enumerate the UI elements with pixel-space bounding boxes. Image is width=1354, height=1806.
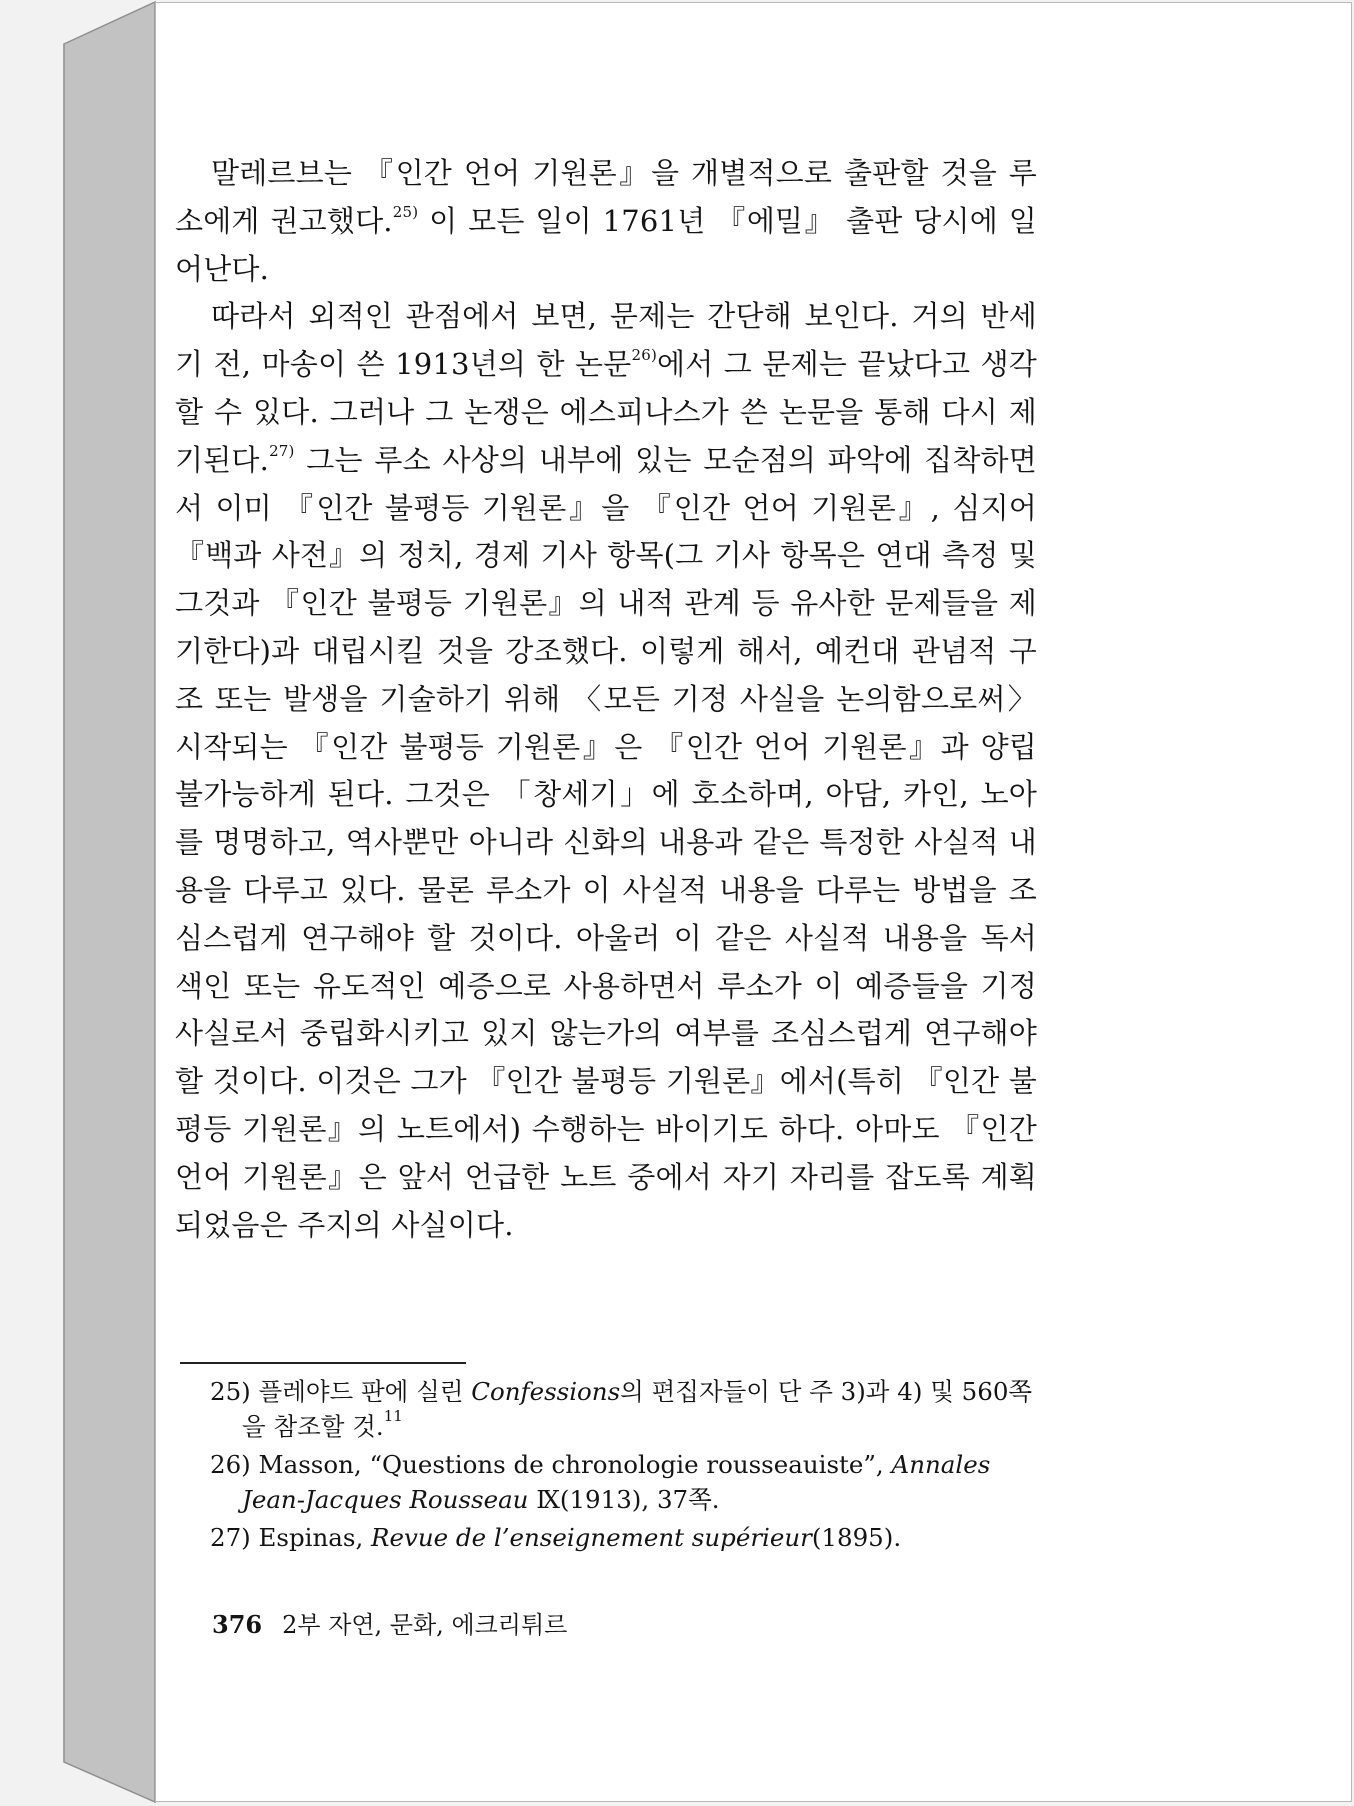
page-number: 376	[212, 1610, 263, 1639]
footnote-number: 27)	[210, 1523, 251, 1552]
footnote-title: Confessions	[471, 1377, 621, 1406]
main-text	[175, 150, 1037, 1249]
footnote-ref-26[interactable]: 26)	[631, 346, 658, 365]
footnote-text: Ⅸ(1913), 37쪽.	[528, 1485, 720, 1514]
page-footer	[212, 1605, 567, 1640]
footnote-text: Masson, “Questions de chronologie rousseauiste”,	[258, 1450, 892, 1479]
text-run: 따라서 외적인 관점에서 보면, 문제는 간단해 보인다. 거의 반세기 전, 마송이 쓴 1913년의 한 논문	[175, 299, 1037, 382]
footnote-25	[210, 1374, 1042, 1444]
book-spine	[0, 0, 160, 1806]
footnote-text: 의 편집자들이 단 주 3)과 4) 및 560쪽을 참조할 것.	[242, 1377, 1033, 1441]
paragraph-1	[175, 150, 1037, 293]
text-run: 에서 그 문제는 끝났다고 생각할 수 있다. 그러나 그 논쟁은 에스피나스가 쓴 논문을 통해 다시 제기된다.	[175, 347, 1037, 477]
footnote-26	[210, 1447, 1042, 1517]
text-run: 말레르브는 『인간 언어 기원론』을 개별적으로 출판할 것을 루소에게 권고했다.	[175, 156, 1037, 238]
footnote-divider	[180, 1362, 466, 1364]
text-run: 이 모든 일이 1761년 『에밀』 출판 당시에 일어난다.	[175, 203, 1037, 286]
footnote-text: Espinas,	[258, 1523, 372, 1552]
footnote-ref-25[interactable]: 25)	[392, 202, 419, 221]
running-title: 2부 자연, 문화, 에크리튀르	[282, 1611, 568, 1639]
footnote-number: 26)	[210, 1450, 251, 1479]
footnote-title: Annales Jean-Jacques Rousseau	[242, 1450, 991, 1514]
footnotes	[210, 1374, 1042, 1558]
footnote-superscript: 11	[383, 1407, 403, 1425]
footnote-number: 25)	[210, 1377, 251, 1406]
paragraph-2	[175, 293, 1037, 1249]
footnote-27	[210, 1520, 1042, 1555]
footnote-ref-27[interactable]: 27)	[269, 441, 295, 460]
footnote-title: Revue de l’enseignement supérieur	[371, 1523, 812, 1552]
footnote-text: 플레야드 판에 실린	[258, 1377, 472, 1406]
footnote-text: (1895).	[811, 1523, 902, 1552]
text-run: 그는 루소 사상의 내부에 있는 모순점의 파악에 집착하면서 이미 『인간 불평등 기원론』을 『인간 언어 기원론』, 심지어 『백과 사전』의 정치, 경제 기사 항목(그 기사 항목은 연대 측정 및 그것과 『인간 불평등 기원론』의 내적 관계 등 유사한 문제들을 제기한다)과 대립시킬 것을 강조했다. 이렇게 해서, 예컨대 관념적 구조 또는 발생을 기술하기 위해 〈모든 기정 사실을 논의함으로써〉 시작되는 『인간 불평등 기원론』은 『인간 언어 기원론』과 양립 불가능하게 된다. 그것은 「창세기」에 호소하며, 아담, 카인, 노아를 명명하고, 역사뿐만 아니라 신화의 내용과 같은 특정한 사실적 내용을 다루고 있다. 물론 루소가 이 사실적 내용을 다루는 방법을 조심스럽게 연구해야 할 것이다. 아울러 이 같은 사실적 내용을 독서 색인 또는 유도적인 예증으로 사용하면서 루소가 이 예증들을 기정 사실로서 중립화시키고 있지 않는가의 여부를 조심스럽게 연구해야 할 것이다. 이것은 그가 『인간 불평등 기원론』에서(특히 『인간 불평등 기원론』의 노트에서) 수행하는 바이기도 하다. 아마도 『인간 언어 기원론』은 앞서 언급한 노트 중에서 자기 자리를 잡도록 계획되었음은 주지의 사실이다.	[175, 442, 1037, 1242]
